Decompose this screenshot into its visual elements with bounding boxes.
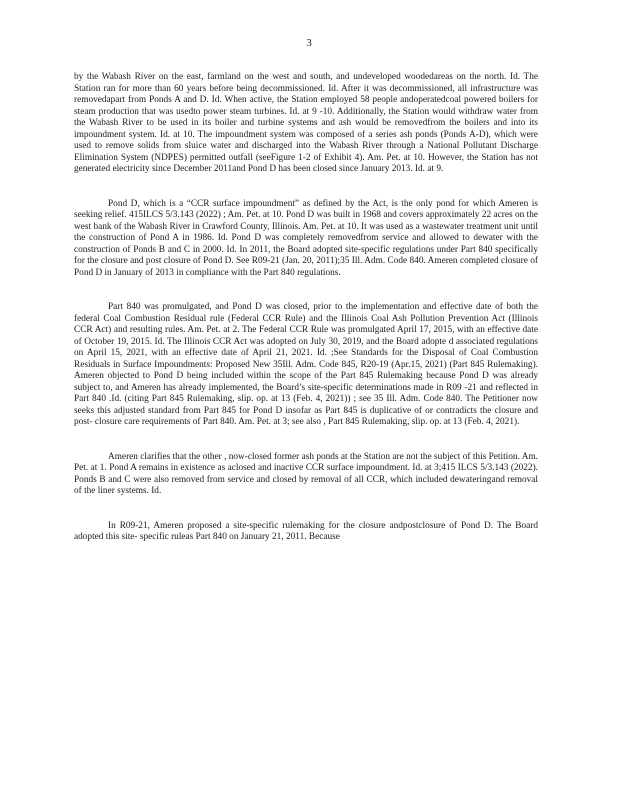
paragraph-station-description: by the Wabash River on the east, farmland on the west and south, and undeveloped woodedareas on the north. Id. The Station ran for more than 60 years before being decommissioned. Id. After it was decommissioned, all infrastructure was removedapart from Ponds A and D. Id. When active, the Station employed 58 people andoperatedcoal powered boilers for steam production that was usedto power steam turbines. Id. at 9 -10. Additionally, the Station would withdraw water from the Wabash River to be used in its boiler and turbine systems and ash would be removedfrom the boilers and into its impoundment system. Id. at 10. The impoundment system was composed of a series ash ponds (Ponds A-D), which were used to remove solids from sluice water and discharged into the Wabash River through a National Pollutant Discharge Elimination System (NDPES) permitted outfall (seeFigure 1-2 of Exhibit 4). Am. Pet. at 10. However, the Station has not generated electricity since December 2011and Pond D has been closed since January 2013. Id. at 9. — [74, 72, 538, 174]
paragraph-part-840: Part 840 was promulgated, and Pond D was closed, prior to the implementation and effective date of both the federal Coal Combustion Residual rule (Federal CCR Rule) and the Illinois Coal Ash Pollution Prevention Act (Illinois CCR Act) and resulting rules. Am. Pet. at 2. The Federal CCR Rule was promulgated April 17, 2015, with an effective date of October 19, 2015. Id. The Illinois CCR Act was adopted on July 30, 2019, and the Board adopte d associated regulations on April 15, 2021, with an effective date of April 21, 2021. Id. ;See Standards for the Disposal of Coal Combustion Residuals in Surface Impoundments: Proposed New 35Ill. Adm. Code 845, R20-19 (Apr.15, 2021) (Part 845 Rulemaking). Ameren objected to Pond D being included within the scope of the Part 845 Rulemaking because Pond D was already subject to, and Ameren has already implemented, the Board’s site-specific determinations made in R09 -21 and reflected in Part 840 .Id. (citing Part 845 Rulemaking, slip. op. at 13 (Feb. 4, 2021)) ; see 35 Ill. Adm. Code 840. The Petitioner now seeks this adjusted standard from Part 845 for Pond D insofar as Part 845 is duplicative of or contradicts the closure and post- closure care requirements of Part 840. Am. Pet. at 3; see also , Part 845 Rulemaking, slip. op. at 13 (Feb. 4, 2021). — [74, 302, 538, 427]
document-body — [74, 72, 538, 567]
page-number: 3 — [306, 37, 312, 49]
paragraph-other-ponds: Ameren clarifies that the other , now-closed former ash ponds at the Station are not the subject of this Petition. Am. Pet. at 1. Pond A remains in existence as aclosed and inactive CCR surface impoundment. Id. at 3;415 ILCS 5/3.143 (2022). Ponds B and C were also removed from service and closed by removal of all CCR, which included dewateringand removal of the liner systems. Id. — [74, 451, 538, 496]
paragraph-pond-d: Pond D, which is a “CCR surface impoundment” as defined by the Act, is the only pond for which Ameren is seeking relief. 415ILCS 5/3.143 (2022) ; Am. Pet. at 10. Pond D was built in 1968 and covers approximately 22 acres on the west bank of the Wabash River in Crawford County, Illinois. Am. Pet. at 10. It was used as a wastewater treatment unit until the construction of Pond A in 1986. Id. Pond D was completely removedfrom service and allowed to dewater with the construction of Ponds B and C in 2000. Id. In 2011, the Board adopted site-specific regulations under Part 840 specifically for the closure and post closure of Pond D. See R09-21 (Jan. 20, 2011);35 Ill. Adm. Code 840. Ameren completed closure of Pond D in January of 2013 in compliance with the Part 840 regulations. — [74, 198, 538, 278]
paragraph-r09-21: In R09-21, Ameren proposed a site-specific rulemaking for the closure andpostclosure of Pond D. The Board adopted this site- specific ruleas Part 840 on January 21, 2011. Because — [74, 520, 538, 542]
